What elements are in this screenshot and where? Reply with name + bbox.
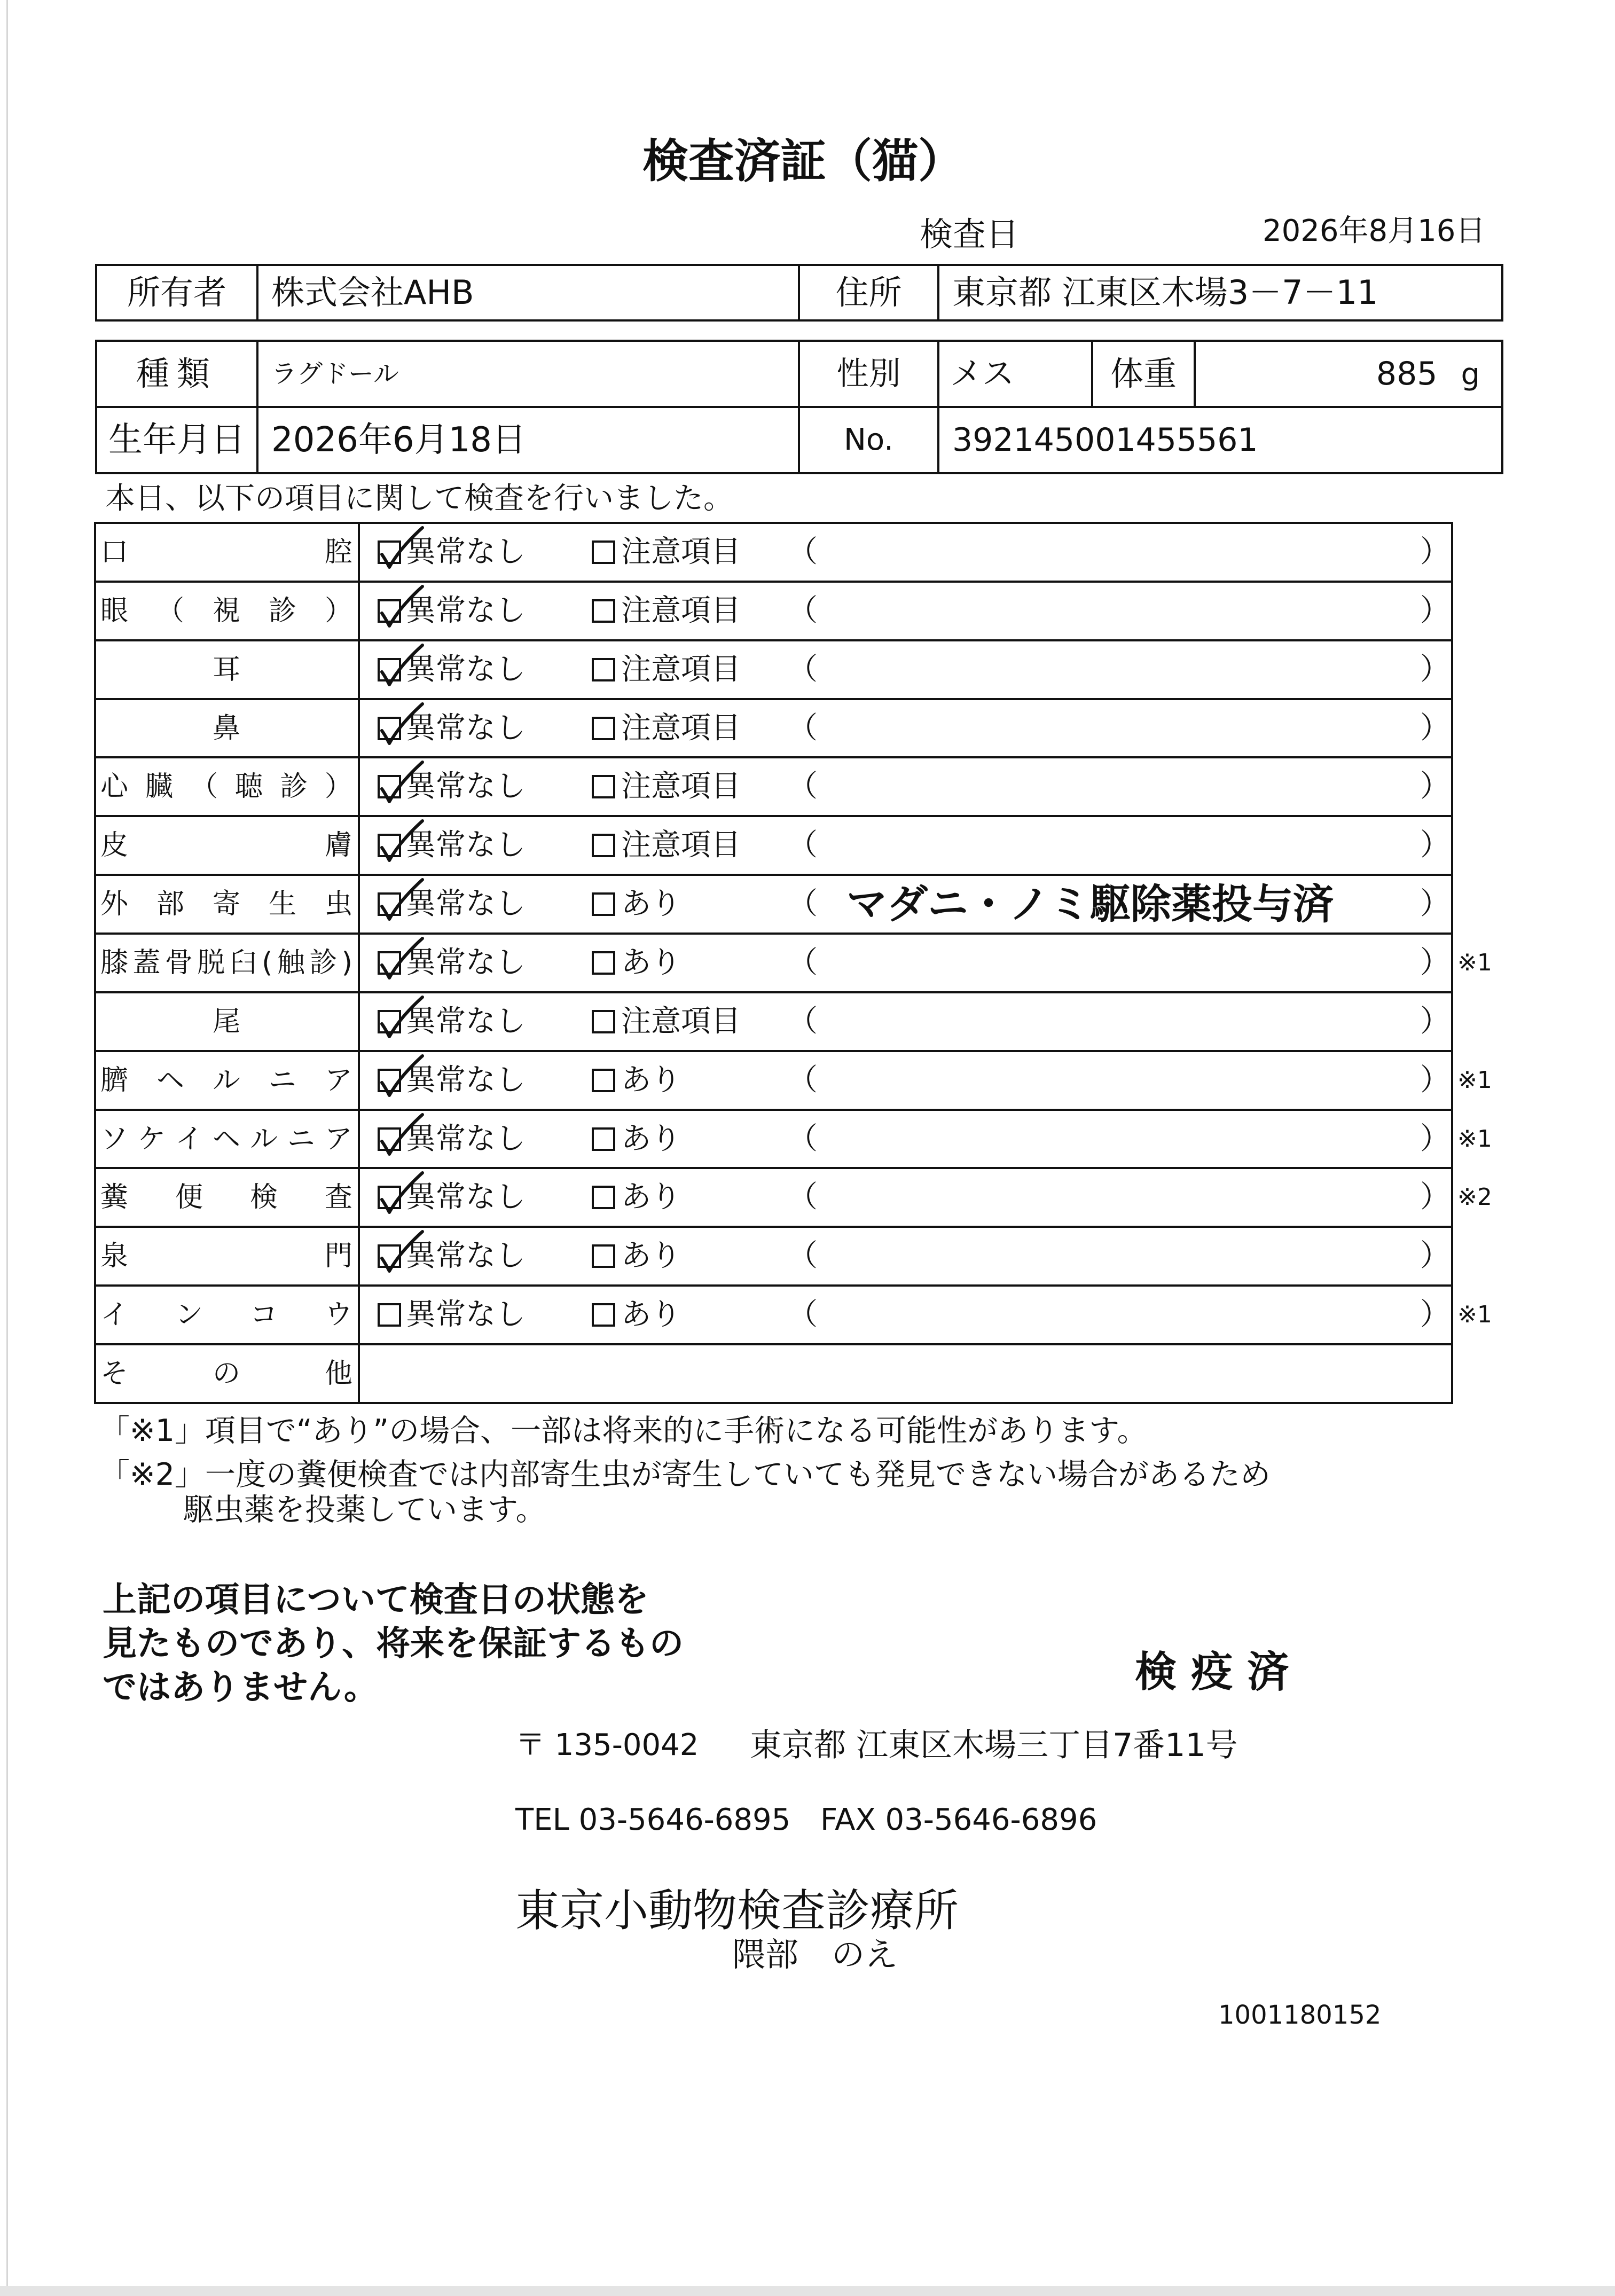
label-char: 骨 [164,946,193,979]
breed-value: ラグドール [257,341,799,407]
paren-close: ） [1420,593,1450,628]
finding-option-label: 注意項目 [621,828,741,863]
normal-option-label: 異常なし [406,945,526,980]
label-char: コ [249,1299,278,1331]
paren-close: ） [1420,828,1450,863]
check-item-label [96,1345,360,1402]
check-row [96,991,1451,1050]
checkbox-normal [378,834,401,857]
check-options [360,700,1451,757]
checkbox-finding [592,540,615,564]
check-row [96,1226,1451,1284]
label-char: 診 [309,946,338,979]
normal-option-label: 異常なし [406,1239,526,1274]
finding-option-label: あり [621,1121,681,1156]
checkbox-finding [592,1244,615,1268]
weight-cell [1195,341,1502,407]
checkbox-finding [592,1069,615,1092]
label-char: 便 [175,1181,203,1214]
paren-open: （ [788,769,818,804]
checkbox-finding [592,951,615,975]
check-row [96,874,1451,932]
check-row [96,639,1451,698]
paren-open: （ [788,1121,818,1156]
check-item-label [96,876,360,932]
label-char: 口 [100,536,129,568]
checkbox-finding [592,892,615,916]
checkbox-normal [378,1127,401,1151]
label-char: 腔 [324,536,352,568]
label-char: ソ [100,1123,129,1155]
paren-close: ） [1420,1121,1450,1156]
checkbox-finding [592,717,615,740]
label-char: 門 [324,1240,352,1273]
check-items-table [94,522,1492,1404]
label-char: 脱 [197,946,225,979]
paren-close: ） [1420,887,1450,922]
paren-close: ） [1420,1239,1450,1274]
paren-open: （ [788,828,818,863]
checkbox-finding [592,1303,615,1327]
label-char: 生 [268,888,296,921]
check-row [96,1284,1492,1343]
clinic-fax: FAX 03-5646-6896 [820,1803,1097,1837]
clinic-name: 東京小動物検査診療所 [515,1885,959,1937]
checkbox-normal [378,1069,401,1092]
normal-option-label: 異常なし [406,769,526,804]
check-row [96,756,1451,815]
checkbox-finding [592,834,615,857]
check-item-label [96,1169,360,1226]
weight-unit: g [1461,357,1480,392]
label-char: 虫 [324,888,352,921]
scan-edge-line [6,0,8,2296]
sex-label: 性別 [799,341,938,407]
label-char: ア [324,1064,352,1096]
finding-option-label: あり [621,1180,681,1215]
scan-bottom-edge [0,2286,1615,2296]
label-char: 鼻 [212,712,240,745]
check-item-label [96,1287,360,1343]
check-options [360,1052,1451,1109]
checkbox-normal [378,1244,401,1268]
label-char: ア [324,1123,352,1155]
intro-text: 本日、以下の項目に関して検査を行いました。 [105,481,733,516]
label-char: 触 [277,946,305,979]
check-row [96,815,1451,874]
disclaimer-line-1: 上記の項目について検査日の状態を [103,1580,649,1620]
label-char: 診 [268,594,296,627]
label-char: イ [175,1123,203,1155]
normal-option-label: 異常なし [406,534,526,569]
paren-open: （ [788,1297,818,1333]
paren-close: ） [1420,769,1450,804]
disclaimer-line-3: ではありません。 [103,1668,378,1707]
finding-option-label: 注意項目 [621,710,741,746]
check-item-label [96,641,360,698]
paren-close: ） [1420,652,1450,687]
label-char: 他 [324,1357,352,1390]
check-row [96,932,1492,991]
label-char: 寄 [212,888,240,921]
normal-option-label: 異常なし [406,710,526,746]
footnote-mark: ※1 [1457,949,1492,976]
footnote-mark: ※2 [1457,1184,1492,1211]
label-char: 診 [279,771,308,803]
paren-open: （ [788,710,818,746]
label-char: （ [156,594,184,627]
label-char: ニ [287,1123,315,1155]
check-row [96,1050,1492,1109]
footnote-2: 「※2」一度の糞便検査では内部寄生虫が寄生していても発見できない場合があるため [99,1457,1271,1492]
label-char: 外 [100,888,129,921]
check-options [360,935,1451,991]
clinic-tel: TEL 03-5646-6895 [515,1803,791,1837]
exam-date-value: 2026年8月16日 [1263,214,1486,248]
paren-open: （ [788,945,818,980]
finding-option-label: 注意項目 [621,652,741,687]
label-char: ) [341,946,352,979]
page-title: 検査済証（猫） [642,135,964,188]
checkbox-normal [378,1303,401,1327]
finding-option-label: あり [621,945,681,980]
label-char: ヘ [212,1123,240,1155]
check-row [96,581,1451,639]
paren-open: （ [788,652,818,687]
checkbox-finding [592,1127,615,1151]
check-options [360,1345,1451,1402]
label-char: 眼 [100,594,129,627]
check-options [360,641,1451,698]
owner-label: 所有者 [96,265,257,320]
checkbox-finding [592,658,615,681]
checkbox-normal [378,892,401,916]
check-options [360,758,1451,815]
label-char: イ [100,1299,129,1331]
label-char: 皮 [100,829,129,862]
check-row [96,1343,1451,1402]
weight-value: 885 [1376,355,1438,393]
paren-close: ） [1420,1004,1450,1039]
paren-close: ） [1420,1297,1450,1333]
check-options [360,817,1451,874]
check-options [360,1169,1451,1226]
finding-option-label: 注意項目 [621,593,741,628]
check-item-label [96,758,360,815]
label-char: 査 [324,1181,352,1214]
paren-open: （ [788,593,818,628]
checkbox-normal [378,717,401,740]
label-char: 膚 [324,829,352,862]
normal-option-label: 異常なし [406,1121,526,1156]
registration-no-label: No. [799,407,938,473]
normal-option-label: 異常なし [406,1062,526,1098]
footnote-mark: ※1 [1457,1301,1492,1329]
quarantine-stamp-text: 検 疫 済 [1135,1648,1289,1696]
clinic-address: 東京都 江東区木場三丁目7番11号 [750,1727,1238,1764]
check-row [96,1167,1492,1226]
label-char: （ [190,771,218,803]
footnote-1: 「※1」項目で“あり”の場合、一部は将来的に手術になる可能性があります。 [99,1413,1148,1448]
check-item-label [96,935,360,991]
check-row [96,698,1451,757]
check-options [360,1287,1451,1343]
label-char: 部 [156,888,184,921]
weight-label: 体重 [1092,341,1195,407]
checkbox-normal [378,951,401,975]
checkbox-finding [592,599,615,623]
checkbox-normal [378,540,401,564]
check-options [360,583,1451,639]
footnote-mark: ※1 [1457,1066,1492,1094]
label-char: 膝 [100,946,129,979]
owner-table [95,264,1503,322]
label-char: ケ [137,1123,166,1155]
check-item-label [96,817,360,874]
label-char: ( [262,946,273,979]
checkbox-normal [378,1186,401,1209]
label-char: 心 [100,771,129,803]
label-char: 検 [249,1181,278,1214]
label-char: ウ [324,1299,352,1331]
checkbox-normal [378,658,401,681]
check-row [96,1109,1492,1167]
owner-value: 株式会社AHB [257,265,799,320]
paren-close: ） [1420,1062,1450,1098]
normal-option-label: 異常なし [406,593,526,628]
finding-option-label: 注意項目 [621,1004,741,1039]
paren-close: ） [1420,945,1450,980]
normal-option-label: 異常なし [406,887,526,922]
paren-close: ） [1420,710,1450,746]
check-item-label [96,1228,360,1284]
check-item-label [96,700,360,757]
disclaimer-line-2: 見たものであり、将来を保証するもの [103,1624,684,1664]
label-char: 聴 [234,771,263,803]
paren-open: （ [788,887,818,922]
normal-option-label: 異常なし [406,828,526,863]
paren-open: （ [788,1004,818,1039]
label-char: 臼 [229,946,257,979]
label-char: ル [212,1064,240,1096]
checkbox-normal [378,1010,401,1033]
paren-close: ） [1420,1180,1450,1215]
finding-option-label: 注意項目 [621,534,741,569]
pet-table [95,340,1503,474]
check-item-label [96,524,360,581]
normal-option-label: 異常なし [406,652,526,687]
birth-value: 2026年6月18日 [257,407,799,473]
address-label: 住所 [799,265,938,320]
label-char: 糞 [100,1181,129,1214]
birth-label: 生年月日 [96,407,257,473]
paren-open: （ [788,1239,818,1274]
finding-option-label: 注意項目 [621,769,741,804]
footnote-mark: ※1 [1457,1125,1492,1153]
exam-date-label: 検査日 [920,215,1020,254]
label-char: ） [324,771,352,803]
finding-option-label: あり [621,1239,681,1274]
check-item-label [96,1111,360,1167]
normal-option-label: 異常なし [406,1004,526,1039]
finding-option-label: あり [621,1062,681,1098]
label-char: ヘ [156,1064,184,1096]
document-id: 1001180152 [1218,2000,1382,2030]
address-value: 東京都 江東区木場3－7－11 [938,265,1502,320]
checkbox-normal [378,599,401,623]
pet-row-1 [96,341,1502,407]
breed-label: 種類 [96,341,257,407]
label-char: ン [175,1299,203,1331]
registration-no-value: 392145001455561 [938,407,1502,473]
check-row [96,524,1451,581]
pet-row-2 [96,407,1502,473]
check-item-label [96,993,360,1050]
normal-option-label: 異常なし [406,1180,526,1215]
clinic-postal-code: 〒 135-0042 [515,1728,699,1762]
check-options [360,524,1451,581]
veterinarian-name: 隈部 のえ [732,1935,898,1974]
paren-close: ） [1420,534,1450,569]
label-char: 尾 [212,1005,240,1038]
label-char: 臍 [100,1064,129,1096]
paren-open: （ [788,1062,818,1098]
paren-open: （ [788,534,818,569]
finding-note: マダニ・ノミ駆除薬投与済 [846,880,1334,928]
label-char: ） [324,594,352,627]
sex-value: メス [938,341,1092,407]
check-options [360,1228,1451,1284]
check-options [360,1111,1451,1167]
label-char: の [212,1357,240,1390]
check-options [360,876,1451,932]
checkbox-finding [592,1186,615,1209]
paren-open: （ [788,1180,818,1215]
checkbox-normal [378,775,401,798]
check-item-label [96,583,360,639]
checkbox-finding [592,1010,615,1033]
label-char: ル [249,1123,278,1155]
label-char: 臓 [145,771,173,803]
normal-option-label: 異常なし [406,1297,526,1333]
footnote-2-continued: 駆虫薬を投薬しています。 [183,1492,546,1527]
label-char: ニ [268,1064,296,1096]
checkbox-finding [592,775,615,798]
check-options [360,993,1451,1050]
finding-option-label: あり [621,887,681,922]
label-char: 耳 [212,653,240,686]
label-char: 視 [212,594,240,627]
finding-option-label: あり [621,1297,681,1333]
label-char: 泉 [100,1240,129,1273]
label-char: そ [100,1357,129,1390]
check-item-label [96,1052,360,1109]
label-char: 蓋 [132,946,161,979]
owner-row [96,265,1502,320]
